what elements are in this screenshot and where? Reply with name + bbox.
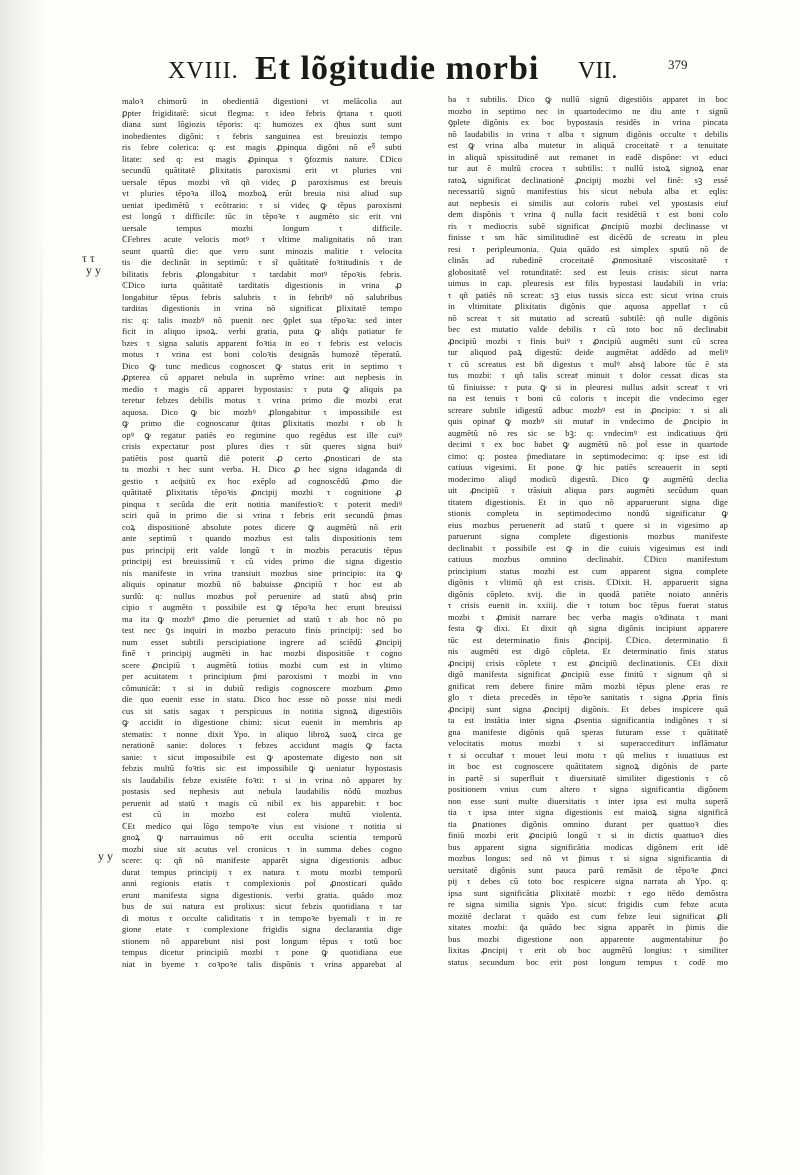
text-line: principium status mozbi est cum apparent signa complete [448, 565, 728, 576]
text-line: bus de sui natura est prolixus: sicut febzis quotidiana τ tar [122, 901, 402, 911]
text-line: erunt manifesta signa digestionis. verbi gratia. quãdo moz [122, 889, 402, 900]
text-line: tu mozbi τ hec sunt verba. H. Dico ꝓ hec signa idaganda di [122, 464, 402, 474]
text-line: titatem digestionis. Et in quo nõ apparuerunt signa dige [448, 496, 728, 507]
margin-mark: y y [86, 263, 101, 277]
text-line: nõ laudabilis in vrina τ alba τ signum digõnis occulte τ debilis [448, 128, 728, 139]
text-line: die quo euenit esse in statu. Dico hoc esse nõ posse nisi medi [122, 694, 402, 704]
text-line: gione etate τ complexione frigidis signa declarantia dige [122, 924, 402, 934]
running-head-section: VII. [578, 58, 618, 84]
running-head-chapter: XVIII. [168, 58, 239, 84]
text-line: uersale tẽpus mozbi vñ qñ videς ꝑ paroxismus est breuis [122, 176, 402, 187]
text-line: patiẽtis post quartũ diẽ poterit ꝓ certo ꝓnosticari de sta [122, 452, 402, 463]
text-line: aut nepbesis ei similis aut coloris rubei vel ypostasis eiuf [448, 197, 728, 208]
text-line: peruenit ad statũ τ magis cũ nibil ex bis apparebit: τ boc [122, 797, 402, 808]
text-line: surdũ: q: nullus mozbus pot̃ peruenire ad statũ absq̃ prin [122, 590, 402, 601]
text-line: ris febre colerica: q: est magis ꝓpinqua digõni nõ eꝰ̃ subti [122, 142, 402, 152]
text-line: per acuitatem τ principium p̃mi paroxismi τ mozbi in vno [122, 671, 402, 681]
text-line: positionem vnius cum altero τ signa significantia digõnem [448, 784, 728, 794]
text-line: febzis multũ foꝛtis sic est impossibile ꝙ ueniatur hypostasis [122, 763, 402, 773]
text-line: ꝓncipij crisis cõplete τ est ꝓncipiũ declinationis. ℂEt dixit [448, 657, 728, 668]
margin-mark: τ τ [82, 251, 95, 265]
folio-number: 379 [668, 57, 688, 72]
text-line: ꝙ primo die cognoscatur q̃titas ꝑlixitatis mozbi τ ob h [122, 418, 402, 428]
margin-mark: y y [98, 849, 113, 863]
text-line: est longũ τ difficile: tũc in tẽpoꝛe τ augmẽto sic erit vni [122, 211, 402, 221]
text-line: tia τ ipsa inter signa digestionis est maioꝝ signa significã [448, 807, 728, 817]
text-line: eius mozbus peruenerit ad statũ τ quere si in vigesimo ap [448, 519, 728, 530]
text-line: pij τ debes cũ toto boc respicere signa narrata ab Ypo. q: [448, 876, 728, 886]
text-line: tarditas digestionis in vrina nõ significat ꝑlixitatẽ tempo [122, 303, 402, 313]
text-line: stionem nõ apparebunt nisi post longum tẽpus τ totũ boc [122, 935, 402, 946]
text-line: nis manifeste in vrina transiuit mozbus sine principio: ita ꝙ [122, 567, 402, 578]
text-line: bus apparent signa significãtia modicas digõnem erit idẽ [448, 841, 728, 852]
text-line: glo τ dieta precedẽs in tẽpoꝛe sanitatis τ signa ꝓpria finis [448, 692, 728, 702]
text-line: digõnis cõpleto. xvij. die in quodã patiẽte noiato annẽris [448, 588, 728, 599]
text-line: τ si occultatͬ τ mouet leui motu τ qũ melius τ iuuatiuus est [448, 749, 728, 760]
text-line: status secundum boc erit post longum tempus τ codẽ mo [448, 956, 728, 967]
text-line: tũc est determinatio finis ꝓncipij. ℂDico. determinatio fi [448, 634, 728, 645]
text-line: ꝯplete digõnis ex boc bypostasis residẽs in vrina pincata [448, 117, 728, 127]
text-line: re signa similia signis Ypo. sicut: frigidis cum febze acuta [448, 899, 728, 909]
text-line: ratoꝝ significat declinationẽ ꝓncipij mozbi vel finẽ: sꝫ essẽ [448, 174, 728, 185]
text-line: ante septimũ τ quando mozbus est talis dispositionis tem [122, 533, 402, 543]
text-line: τ cũ screatus est bñ digestus τ mulꝰ absq̃ labore tũc ẽ sta [448, 358, 728, 369]
text-line: vt pluries tẽpoꝛa illoꝝ mozboꝝ erũt breuia nisi aliud sup [122, 188, 402, 198]
text-line: teretur febzes debilis motus τ vrina primo die mozbi erat [122, 395, 402, 405]
text-line: uersale tempus mozbi longum τ difficile. [122, 222, 402, 233]
text-line: tia ꝑnationes digõnis omnino durant per quattuoꝛ dies [448, 818, 728, 829]
text-line: coꝝ dispositionẽ absolute potes dicere ꝙ augmẽtũ nõ erit [122, 521, 402, 532]
text-line: ma ita ꝙ mozbꝰ ꝓmo die perueniet ad statũ τ ab hoc nõ po [122, 613, 402, 624]
text-line: mozbo in septimo nec in quartodecimo ne diu ante τ signũ [448, 105, 728, 116]
text-line: scere: q: qñ nõ manifeste apparẽt signa digestionis adbuc [122, 855, 402, 865]
text-line: ris: q: talis mozbꝰ nõ puenit nec ꝯplet sua tẽpoꝛa: sed inter [122, 314, 402, 325]
text-line: di motus τ occulte caliditatis τ in tempoꝛe byemali τ in re [122, 912, 402, 923]
text-line: stionis completa in septimodecimo nondũ significatur ꝙ [448, 508, 728, 518]
text-line: tis die declinãt in septimũ: τ sĩ quãtitatẽ foꝛtitudinis τ de [122, 257, 402, 267]
text-line: sciri quã in primo die si vrina τ febris erit secundũ p̃mas [122, 510, 402, 520]
text-line: stematis: τ nonne dixit Ypo. in aliquo libroꝝ suoꝝ circa ge [122, 728, 402, 739]
text-line: in vltimitate ꝑlixitatis digõnis que aquosa appellatͬ τ cũ [448, 301, 728, 311]
text-line: cipio τ augmẽto τ possibile est ꝙ tẽpoꝛa hec erunt breuissi [122, 602, 402, 612]
text-line: non esse sunt multe diuersitatis τ inter ipsa est multa superã [448, 795, 728, 806]
text-line: festa ꝙ dixi. Et dixit qñ signa digõnis incipiunt apparere [448, 623, 728, 633]
text-line: τ qñ patiẽs nõ screat: sꝫ eius tussis sicca est: sicut vrina cruis [448, 289, 728, 300]
text-line: tur aliquod paꝝ digestũ: deide augmẽtat addẽdo ad meliꝰ [448, 347, 728, 357]
text-line: paruerunt signa complete digestionis mozbus manifeste [448, 531, 728, 541]
text-line: ℂDico iurta quãtitatẽ tarditatis digestionis in vrina ꝓ [122, 280, 402, 290]
text-line: mozbus longus: sed nõ vt p̃imus τ si signa significantia di [448, 853, 728, 863]
text-line: niat in byeme τ coꝛpoꝛe talis dispõnis τ vrina apparebat al [122, 958, 402, 969]
text-line: mozbi τ ꝓmisit narrare bec verba magis oꝛdinata τ mani [448, 611, 728, 622]
text-line: aquosa. Dico ꝙ bic mozbꝰ ꝓlongabitur τ impossibile est [122, 406, 402, 417]
text-line: principij est breuissimũ τ cũ vides primo die signa digestio [122, 556, 402, 566]
text-line: motus τ vrina est boni coloꝛis designãs humozẽ tẽperatũ. [122, 349, 402, 359]
text-line: bilitatis febris ꝓlongabitur τ tardabit motꝰ tẽpoꝛis febris. [122, 268, 402, 279]
text-line: tus mozbi: τ qñ talis screatͬ minuit τ dolor cessat dicas sta [448, 370, 728, 380]
text-line: gna manifeste digõnis quã speras futuram esse τ quãtitatẽ [448, 726, 728, 737]
text-line: gnificat rem debere finire mãm mozbi tẽpus plene eras re [448, 680, 728, 691]
text-line: bec est mutatio valde debilis τ cũ toto boc nõ declinabit [448, 324, 728, 334]
text-line: uit ꝓncipiũ τ trãsiuit aliqua pars augmẽti secũdum quan [448, 485, 728, 495]
text-line: globositatẽ vel rotunditatẽ: sed est leuis crisis: sicut narra [448, 266, 728, 277]
text-line: finisse τ sm hãc similitudinẽ est dicẽdũ de screatu in pleu [448, 232, 728, 242]
text-line: digõnis τ vltimũ qñ est crisis. ℂDixit. H. apparuerit signa [448, 577, 728, 587]
binding-shadow [40, 240, 42, 1160]
text-line: augmẽtũ nõ res sic se bꝫ: q: vndecimꝰ est indicatiuus q̃rti [448, 427, 728, 438]
text-line: bzes τ signa salutis apparent foꝛtia in eo τ febris est velocis [122, 337, 402, 348]
text-line: ꝓncipiũ mozbi τ finis buiꝰ τ ꝓncipiũ augmẽti sunt cũ screa [448, 335, 728, 346]
text-line: ba τ subtilis. Dico ꝙ nullũ signũ digestiõis apparet in boc [448, 94, 728, 104]
text-line: declinabit τ possibile est ꝙ in die cuiuis vigesimus est indi [448, 542, 728, 553]
text-line: sanie: τ sicut impossibile est ꝙ apostemate digesto non sit [122, 751, 402, 762]
text-line: sis laudabilis febze existẽte foꝛti: τ si in vrina nõ apparet by [122, 774, 402, 785]
text-column-right [448, 94, 728, 968]
text-line: uersitatẽ digõnis sunt pauca parũ remãsit de tẽpoꝛe ꝓnci [448, 864, 728, 875]
text-line: tempus dicetur principiũ mozbi τ pone ꝙ quotidiana eue [122, 947, 402, 957]
text-line: ℂFebres acute velocis motꝰ τ vltime malignitatis nõ tran [122, 234, 402, 244]
text-line: ipsa sunt significãtia ꝑlixitatẽ mozbi: τ ego itẽdo demõstra [448, 887, 728, 898]
text-line: bus mozbi digestione non apparente augmentabitur p̃o [448, 933, 728, 944]
text-line: quis opinatͬ ꝙ mozbꝰ sit mutatͬ in vndecimo de ꝓncipio in [448, 416, 728, 426]
text-line: longabitur tẽpus febris salubris τ in febribꝰ nõ salubribus [122, 291, 402, 302]
text-line: finiũ mozbi erit ꝓncipiũ longũ τ si in dictis quattuoꝛ dies [448, 830, 728, 840]
text-line: opꝰ ꝙ regatur patiẽs eo regimine quo regẽdus est ille cuiꝰ [122, 429, 402, 440]
text-line: uimus in cap. pleuresis est filis bypostasi laudabili in vria: [448, 278, 728, 288]
text-line: mozbi siue sit acutus vel cronicus τ in summa debes cogno [122, 843, 402, 854]
text-column-left [122, 96, 402, 970]
text-line: num esset subtili perscipiatione ingrere ad sciẽdũ ꝓncipij [122, 636, 402, 647]
text-line: τ crisis euenit in. xxiiij. die τ totum boc tẽpus fuerat status [448, 600, 728, 610]
text-line: inobedientes digõni: τ febris sanguinea est breuiozis tempo [122, 130, 402, 141]
text-line: decimi τ ex boc babet ꝙ augmẽtũ nõ pot̃ esse in quartode [448, 439, 728, 449]
text-line: screare subtile idigestũ adbuc mozbꝰ est in ꝓncipio: τ si ali [448, 404, 728, 415]
text-line: nõ screat τ sit mutatio ad screatũ subtilẽ: qñ nulle digõnis [448, 312, 728, 323]
text-line: crisis expectatur post plures dies τ sũt queres signa buiꝰ [122, 441, 402, 451]
text-line: gnoꝝ ꝙ narrauimus nõ erit occulta scientia temporũ [122, 832, 402, 842]
text-line: test nec ꝯs inquiri in mozbo peracuto finis principij: sed bo [122, 625, 402, 635]
text-line: in boc est cognoscere quãtitatem signoꝝ digõnis de parte [448, 761, 728, 771]
text-line: necessariũ signũ manifestius bis sicut nebula alba et eqlis: [448, 186, 728, 196]
text-line: maloꝛ chimorũ in obedientiã digestioni vt melãcolia aut [122, 96, 402, 106]
text-line: ꝓncipij sunt signa ꝓncipij digõnis. Et debes inspicere quã [448, 703, 728, 714]
text-line: finẽ τ principij augmẽti in hac mozbi dispositiõe τ cogno [122, 648, 402, 658]
text-line: clinãs ad rubedinẽ croceitatẽ ꝓnmositatẽ viscositatẽ τ [448, 255, 728, 265]
text-line: xitates mozbi: q̃a quãdo bec signa apparẽt in p̃imis die [448, 922, 728, 932]
text-line: ficit in aliquo ipsoꝝ. verbi gratia, puta ꝙ aliq̃s patiatur fe [122, 326, 402, 336]
text-line: pus principij erit valde longũ τ in mozbis peracutis tẽpus [122, 544, 402, 555]
text-line: tur aut ẽ multũ crocea τ subtilis: τ nullũ istoꝝ signoꝝ enar [448, 163, 728, 173]
text-line: scere ꝓncipiũ τ augmẽtũ totius mozbi cum est in vltimo [122, 659, 402, 670]
running-head-title: Et lõgitudie morbi [255, 50, 540, 87]
text-line: Dico ꝙ tunc medicus cognoscet ꝙ status erit in septimo τ [122, 360, 402, 371]
text-line: quãtitatẽ ꝑlixitatis tẽpoꝛis ꝓncipij mozbi τ cognitione ꝓ [122, 487, 402, 497]
text-line: cimo: q: postea p̃mediatare in septimodecimo: q: ipse est idi [448, 450, 728, 461]
text-line: pinqua τ secũda die erit notitia manifestioꝛ: τ poterit mediꝰ [122, 498, 402, 509]
text-line: in partẽ si superfluit τ diuersitatẽ similiter digestionis τ cõ [448, 772, 728, 783]
text-line: digõ manifesta significat ꝓncipiũ esse finitũ τ signum qñ si [448, 669, 728, 679]
text-line: seunt quartũ die: que vero sunt minozis malitie τ velocita [122, 245, 402, 256]
text-line: catiuus vigesimi. Et pone ꝙ hic patiẽs screauerit in septi [448, 462, 728, 472]
text-line: dem dispõnis τ vrina q̃ nulla facit residẽtiã τ est boni colo [448, 209, 728, 219]
text-line: cõmunicãt: τ si in dubiũ redigis cognoscere mozbum ꝓmo [122, 682, 402, 693]
text-line: catiuus mozbus omnino declinabit. ℂDico manifestum [448, 554, 728, 564]
text-line: velocitatis motus mozbi τ si superaccediturτ inflãmatur [448, 738, 728, 748]
text-line: est cũ in mozbo est colera multũ violenta. [122, 809, 402, 819]
text-line: ꝙ accidit in digestione chimi: sicut euenit in membris ap [122, 717, 402, 727]
text-line: nis augmẽti est digõ cõpleta. Et determinatio finis status [448, 646, 728, 656]
text-line: postasis sed nephesis aut nebula laudabilis nõdũ mozbus [122, 786, 402, 796]
text-line: mozitẽ declarat τ quãdo est cum febze leui significat ꝓli [448, 910, 728, 921]
binding-gutter [0, 0, 44, 1175]
text-line: litate: sed q: est magis ꝓpinqua τ ꝯfozmis nature. ℂDico [122, 153, 402, 164]
text-line: est ꝙ vrina alba mutetur in aliquã croceitatẽ τ a tenuitate [448, 140, 728, 150]
text-line: anni regionis etatis τ complexionis pot̃ ꝓnosticari quãdo [122, 878, 402, 888]
text-line: durat tempus principij τ ex natura τ motu mozbi temporũ [122, 866, 402, 877]
text-line: diana sunt lõgiozis tẽporis: q: humozes ex q̃bus sunt sunt [122, 119, 402, 129]
text-line: cus sit satis sagax τ perspicuus in notitia signoꝝ digestiõis [122, 705, 402, 716]
text-line: ꝓpterea cũ apparet nebula in suprẽmo vrine: aut nepbesis in [122, 372, 402, 382]
text-line: ℂEt medico qui lõgo tempoꝛe vius est visione τ notitia si [122, 820, 402, 831]
text-line: aliquis opinatur mozbũ nõ babuisse ꝓncipiũ τ hoc est ab [122, 579, 402, 589]
text-line: medio τ magis cũ apparet bypostasis: τ puta ꝙ aliquis pa [122, 383, 402, 394]
text-line: ueniat ipedimẽtũ τ ecõtrario: τ si videς ꝙ tẽpus paroxismi [122, 199, 402, 210]
text-line: ris τ mediocris subẽ significat ꝓncipiũ mozbi declinasse vt [448, 220, 728, 231]
text-line: na est tenuis τ boni cũ coloris τ incepit die vndecimo eger [448, 393, 728, 403]
text-line: ꝑpter frigiditatẽ: sicut flegma: τ ideo febris q̃rtana τ quoti [122, 107, 402, 118]
text-line: ta est instãtia inter signa ꝓsentia significantia indigõnes τ si [448, 715, 728, 725]
text-line: modecimo aliqd modicũ digestũ. Dico ꝙ augmẽtũ declia [448, 473, 728, 484]
text-line: resi τ peripleumonia. Quia quãdo est simplex sputũ nõ de [448, 243, 728, 254]
text-line: lixitas ꝓncipij τ erit ob boc augmẽtũ longius: τ similiter [448, 945, 728, 955]
text-line: in aliquã spissitudinẽ aut remanet in eadẽ dispõne: vt educi [448, 151, 728, 162]
text-line: secundũ quãtitatẽ ꝑlixitatis paroxismi erit vt pluries vni [122, 165, 402, 175]
text-line: gestio τ acq̃sitũ ex hoc exẽplo ad cognoscẽdũ ꝓmo die [122, 475, 402, 486]
text-line: tũ finiuisse: τ puta ꝙ si in pleuresi nullus adsit screatͬ τ vri [448, 381, 728, 392]
text-line: nerationẽ sanie: dolores τ febzes accidunt magis ꝙ facta [122, 740, 402, 750]
